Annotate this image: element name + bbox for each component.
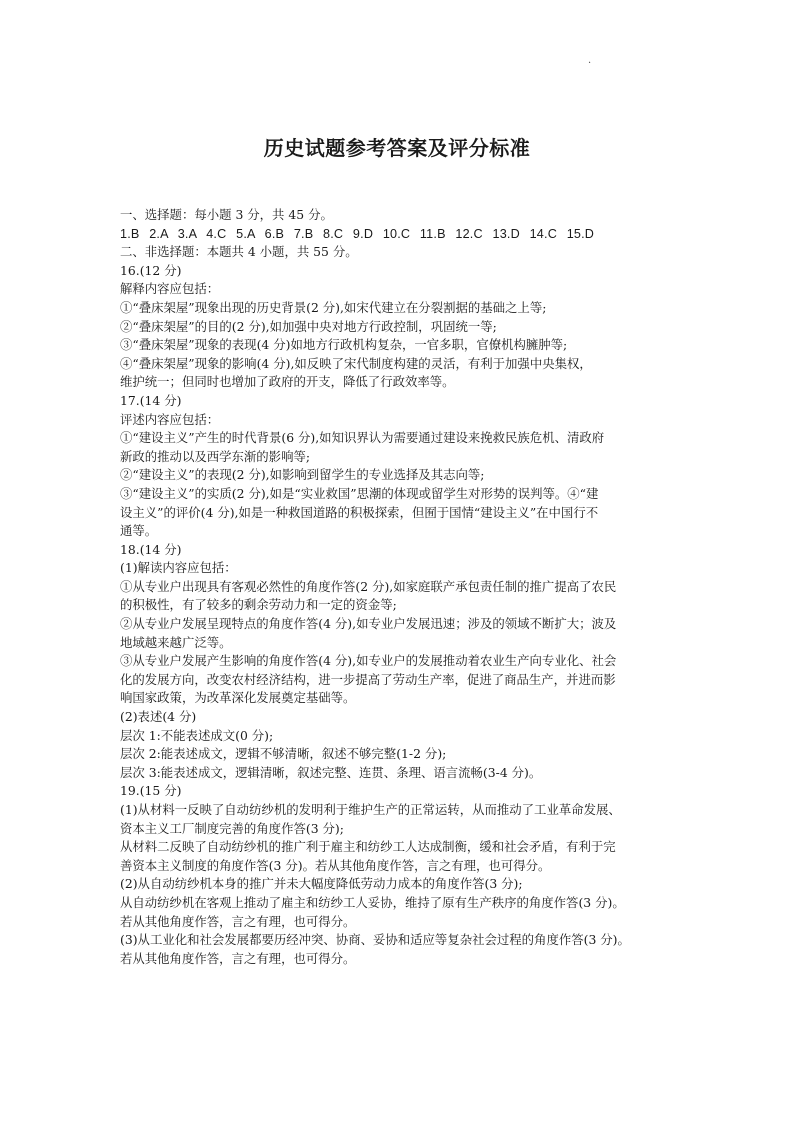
q18-level-1: 层次 1:不能表述成文(0 分); — [120, 727, 274, 743]
q18-point-1-line-2: 的积极性，有了较多的剩余劳动力和一定的资金等; — [120, 597, 397, 613]
q18-point-2-line-1: ②从专业户发展呈现特点的角度作答(4 分),如专业户发展迅速；涉及的领域不断扩大；波及 — [120, 616, 617, 632]
q18-point-3-line-2: 化的发展方向，改变农村经济结构，进一步提高了劳动生产率，促进了商品生产，并进而影 — [120, 671, 616, 687]
q17-point-3-line-3: 通等。 — [120, 523, 158, 539]
q18-point-3-line-1: ③从专业户发展产生影响的角度作答(4 分),如专业户的发展推动着农业生产向专业化、社会 — [120, 653, 617, 669]
q17-point-1-line-2: 新政的推动以及西学东渐的影响等; — [120, 448, 311, 464]
document-body — [120, 206, 680, 968]
q19-score: 19.(15 分) — [120, 783, 182, 799]
q17-intro: 评述内容应包括： — [120, 411, 220, 427]
multiple-choice-answers: 1.B 2.A 3.A 4.C 5.A 6.B 7.B 8.C 9.D 10.C 11.B 12.C 13.D 14.C 15.D — [120, 226, 595, 241]
q18-point-1-line-1: ①从专业户出现具有客观必然性的角度作答(2 分),如家庭联产承包责任制的推广提高了农民 — [120, 578, 617, 594]
q18-part-2-heading: (2)表述(4 分) — [120, 709, 197, 725]
q19-part-3-line-1: (3)从工业化和社会发展都要历经冲突、协商、妥协和适应等复杂社会过程的角度作答(3 分)。 — [120, 932, 630, 948]
q17-point-2: ②“建设主义”的表现(2 分),如影响到留学生的专业选择及其志向等; — [120, 467, 485, 483]
q16-point-4-line-1: ④“叠床架屋”现象的影响(4 分),如反映了宋代制度构建的灵活，有利于加强中央集权， — [120, 355, 592, 371]
q18-point-2-line-2: 地域越来越广泛等。 — [120, 634, 232, 650]
q18-score: 18.(14 分) — [120, 541, 182, 557]
q17-point-1-line-1: ①“建设主义”产生的时代背景(6 分),如知识界认为需要通过建设来挽救民族危机、清政府 — [120, 430, 605, 446]
q19-part-1-line-1: (1)从材料一反映了自动纺纱机的发明利于维护生产的正常运转，从而推动了工业革命发展、 — [120, 802, 621, 817]
q19-part-1-line-4: 善资本主义制度的角度作答(3 分)。若从其他角度作答，言之有理，也可得分。 — [120, 857, 551, 873]
q18-part-1-heading: (1)解读内容应包括： — [120, 560, 237, 576]
q18-point-3-line-3: 响国家政策，为改革深化发展奠定基础等。 — [120, 690, 356, 706]
q19-part-2-line-3: 若从其他角度作答，言之有理，也可得分。 — [120, 913, 356, 929]
q19-part-1-line-3: 从材料二反映了自动纺纱机的推广利于雇主和纺纱工人达成制衡，缓和社会矛盾，有利于完 — [120, 839, 616, 855]
q17-point-3-line-2: 设主义”的评价(4 分),如是一种救国道路的积极探索，但囿于国情“建设主义”在中国行不 — [120, 504, 599, 520]
q19-part-2-line-2: 从自动纺纱机在客观上推动了雇主和纺纱工人妥协，维持了原有生产秩序的角度作答(3 分)。 — [120, 894, 625, 910]
page-title: 历史试题参考答案及评分标准 — [263, 136, 531, 160]
q17-score: 17.(14 分) — [120, 392, 182, 408]
section2-heading: 二、非选择题：本题共 4 小题，共 55 分。 — [120, 244, 358, 260]
q16-point-3: ③“叠床架屋”现象的表现(4 分)如地方行政机构复杂，一官多职，官僚机构臃肿等; — [120, 337, 568, 353]
q18-level-2: 层次 2:能表述成文，逻辑不够清晰，叙述不够完整(1-2 分); — [120, 746, 447, 762]
q18-level-3: 层次 3:能表述成文，逻辑清晰，叙述完整、连贯、条理、语言流畅(3-4 分)。 — [120, 764, 542, 780]
q16-point-1: ①“叠床架屋”现象出现的历史背景(2 分),如宋代建立在分裂割据的基础之上等; — [120, 299, 547, 315]
q19-part-3-line-2: 若从其他角度作答，言之有理，也可得分。 — [120, 950, 356, 966]
q16-intro: 解释内容应包括： — [120, 281, 220, 297]
q19-part-2-line-1: (2)从自动纺纱机本身的推广并未大幅度降低劳动力成本的角度作答(3 分); — [120, 876, 523, 892]
q17-point-3-line-1: ③“建设主义”的实质(2 分),如是“实业救国”思潮的体现或留学生对形势的误判等。④“建 — [120, 485, 599, 501]
q19-part-1-line-2: 资本主义工厂制度完善的角度作答(3 分); — [120, 820, 344, 836]
q16-point-2: ②“叠床架屋”的目的(2 分),如加强中央对地方行政控制，巩固统一等; — [120, 318, 497, 334]
section1-heading: 一、选择题：每小题 3 分，共 45 分。 — [120, 207, 333, 222]
q16-point-4-line-2: 维护统一；但同时也增加了政府的开支，降低了行政效率等。 — [120, 374, 455, 390]
corner-mark: · — [588, 58, 592, 69]
q16-score: 16.(12 分) — [120, 262, 182, 278]
